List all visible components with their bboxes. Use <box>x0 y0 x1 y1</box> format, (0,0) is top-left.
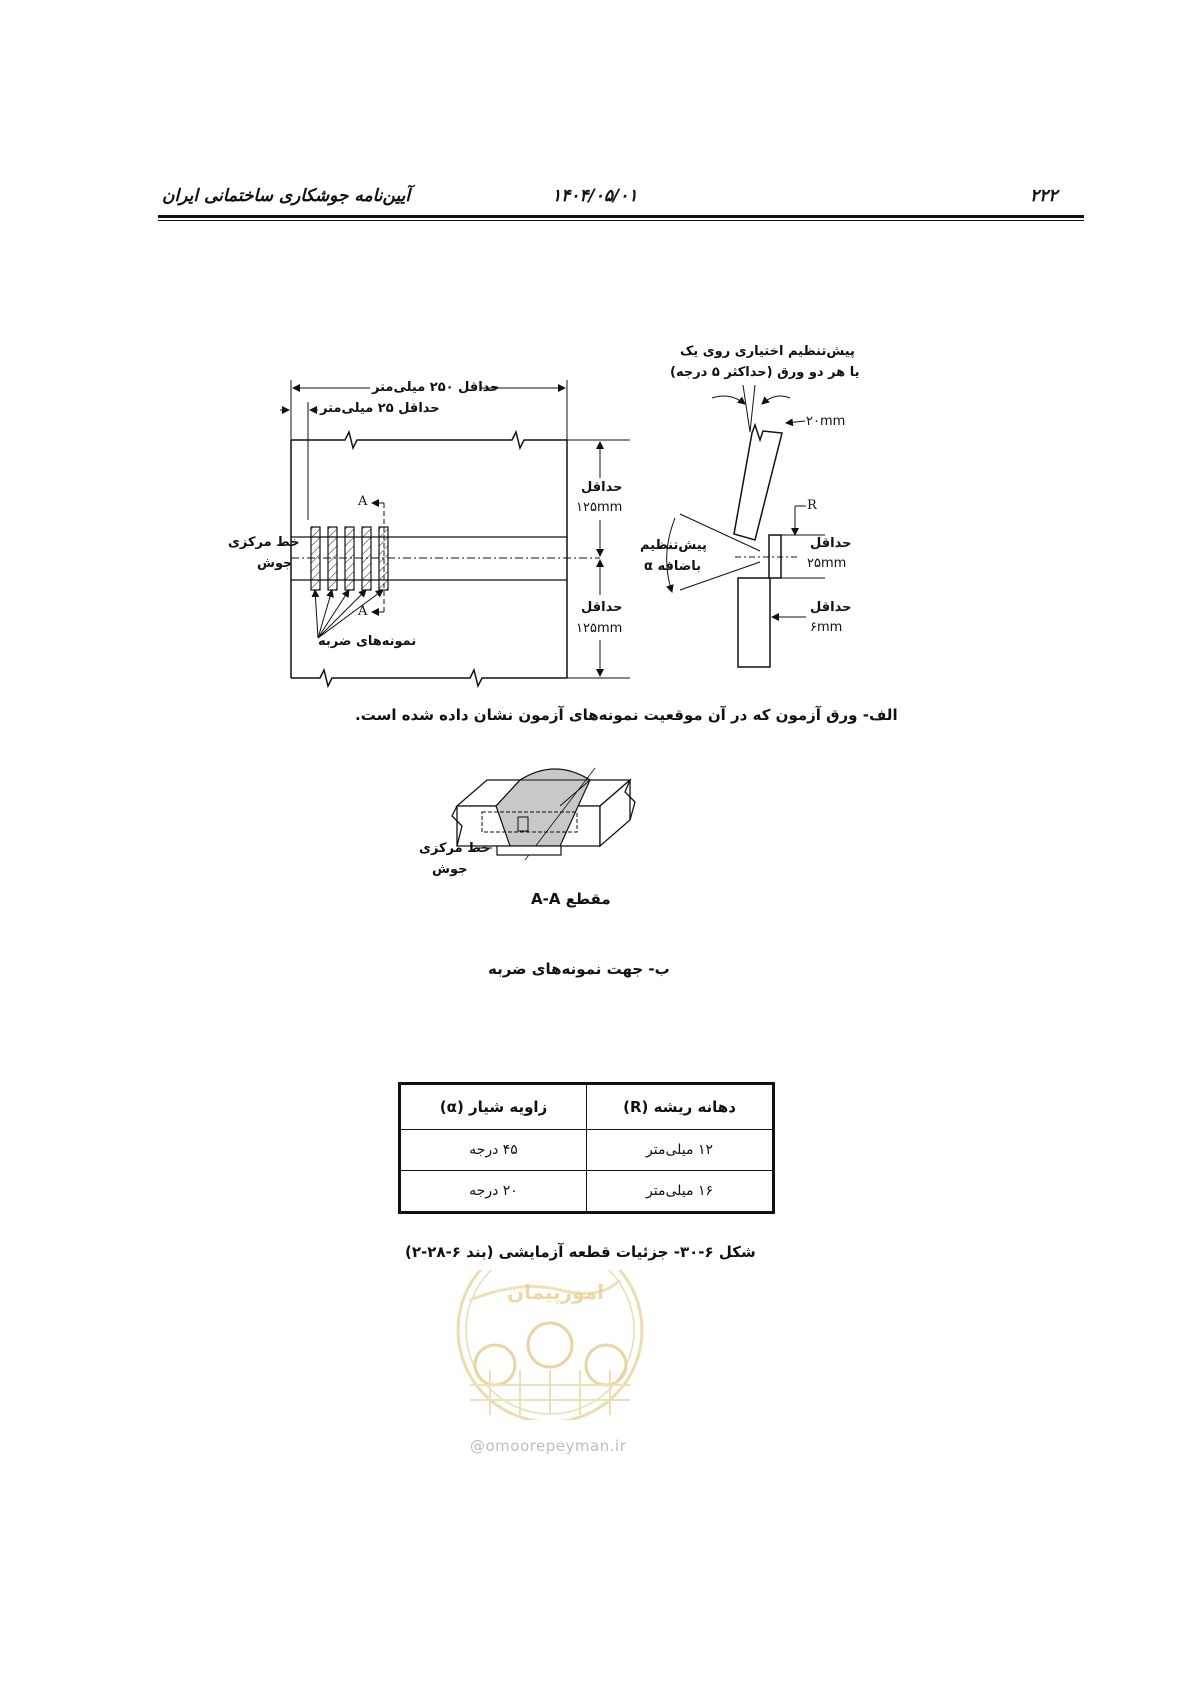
table-cell: ۲۰ درجه <box>400 1171 587 1213</box>
table-cell: ۱۶ میلی‌متر <box>587 1171 774 1213</box>
optional-preset-label: پیش‌تنظیم اختیاری روی یک <box>680 344 855 359</box>
table-header-cell: دهانه ریشه (R) <box>587 1084 774 1130</box>
table-header-row <box>400 1084 774 1130</box>
specs-table <box>398 1082 775 1214</box>
dim-20mm: ۲۰mm <box>806 414 846 429</box>
dim-125-bottom: ۱۲۵mm <box>576 621 623 636</box>
dim-min-250: حداقل ۲۵۰ میلی‌متر <box>372 380 500 395</box>
section-mark-top: A <box>358 494 368 509</box>
dim-25mm: ۲۵mm <box>807 556 847 571</box>
table-row <box>400 1171 774 1213</box>
test-plate-drawing <box>280 370 640 700</box>
section-centerline-label-2: جوش <box>432 862 468 877</box>
section-centerline-label: خط مرکزی <box>419 841 491 856</box>
figure-a-caption: الف- ورق آزمون که در آن موقعیت نمونه‌های آزمون نشان داده شده است. <box>355 706 898 724</box>
watermark-site: @omoorepeyman.ir <box>470 1437 627 1455</box>
dim-min-label-top: حداقل <box>581 480 623 495</box>
weld-centerline-label: خط مرکزی <box>228 535 300 550</box>
header-rule-thin <box>158 220 1084 221</box>
dim-min-label-bottom: حداقل <box>581 600 623 615</box>
table-header-cell: زاویه شیار (α) <box>400 1084 587 1130</box>
optional-preset-label-2: یا هر دو ورق (حداکثر ۵ درجه) <box>670 365 860 380</box>
header-rule-thick <box>158 215 1084 218</box>
watermark-logo-text: امورپیمان <box>507 1280 604 1304</box>
preset-plus-alpha-label: پیش‌تنظیم <box>640 538 707 553</box>
dim-min-25mm-label: حداقل <box>810 536 852 551</box>
table-cell: ۱۲ میلی‌متر <box>587 1130 774 1171</box>
section-aa-caption: مقطع A-A <box>531 890 611 908</box>
figure-b-caption: ب- جهت نمونه‌های ضربه <box>488 960 670 978</box>
preset-plus-alpha-label-2: باضافه α <box>644 559 702 574</box>
dim-min-25: حداقل ۲۵ میلی‌متر <box>320 401 440 416</box>
figure-caption: شکل ۶-۳۰- جزئیات قطعه آزمایشی (بند ۶-۲۸-۲) <box>405 1243 756 1261</box>
table-cell: ۴۵ درجه <box>400 1130 587 1171</box>
page-number: ۲۲۲ <box>1030 186 1058 206</box>
section-mark-bottom: A <box>358 604 368 619</box>
dim-6mm: ۶mm <box>810 620 843 635</box>
dim-125-top: ۱۲۵mm <box>576 500 623 515</box>
impact-specimens-label: نمونه‌های ضربه <box>318 634 417 649</box>
table-row <box>400 1130 774 1171</box>
weld-centerline-label-2: جوش <box>257 556 293 571</box>
header-date: ۱۴۰۴/۰۵/۰۱ <box>552 186 638 206</box>
root-opening-R: R <box>807 498 817 513</box>
header-book-title: آیین‌نامه جوشکاری ساختمانی ایران <box>162 186 411 206</box>
dim-min-6mm-label: حداقل <box>810 600 852 615</box>
